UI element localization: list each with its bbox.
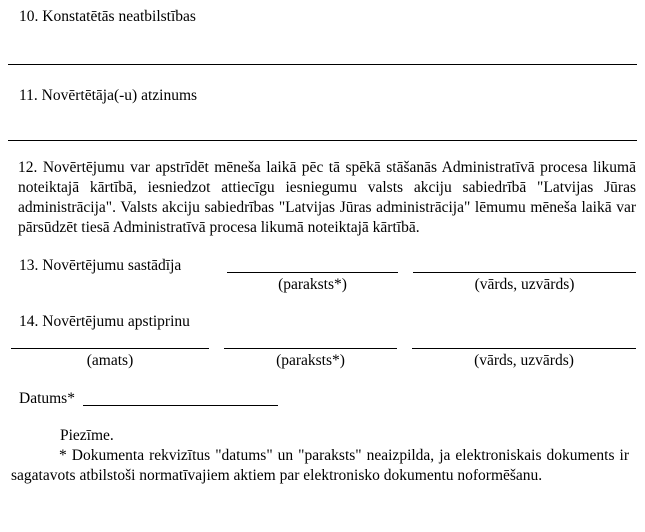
section-14-position-caption: (amats) bbox=[86, 352, 134, 369]
section-14-label: 14. Novērtējumu apstiprinu bbox=[19, 313, 190, 330]
section-13-signature-line bbox=[227, 272, 398, 273]
section-14-name-caption: (vārds, uzvārds) bbox=[474, 352, 574, 369]
section-11-line bbox=[8, 140, 637, 141]
section-14-name-line bbox=[412, 348, 636, 349]
section-14-signature-caption: (paraksts*) bbox=[276, 352, 345, 369]
note-title: Piezīme. bbox=[60, 427, 114, 444]
date-line bbox=[83, 405, 278, 406]
section-10-line bbox=[8, 64, 637, 65]
section-14-position-line bbox=[11, 348, 209, 349]
section-13-name-line bbox=[413, 272, 636, 273]
section-10-label: 10. Konstatētās neatbilstības bbox=[19, 8, 196, 25]
section-11-label: 11. Novērtētāja(-u) atzinums bbox=[19, 87, 198, 104]
section-12-paragraph: 12. Novērtējumu var apstrīdēt mēneša laikā pēc tā spēkā stāšanās Administratīvā procesa likumā noteiktajā kārtībā, iesniedzot attiecīgu iesniegumu valsts akciju sabiedrībā "Latvijas Jūras administrācija". Valsts akciju sabiedrības "Latvijas Jūras administrācija" lēmumu mēneša laikā var pārsūdzēt tiesā Administratīvā procesa likumā noteiktajā kārtībā. bbox=[18, 159, 636, 236]
section-13-name-caption: (vārds, uzvārds) bbox=[474, 276, 575, 293]
section-13-signature-caption: (paraksts*) bbox=[278, 276, 347, 293]
date-label: Datums* bbox=[19, 390, 75, 407]
section-14-signature-line bbox=[224, 348, 397, 349]
note-text: * Dokumenta rekvizītus "datums" un "paraksts" neaizpilda, ja elektroniskais dokuments ir sagatavots atbilstoši normatīvajiem aktiem par elektronisko dokumentu noformēšanu. bbox=[11, 447, 629, 484]
section-13-label: 13. Novērtējumu sastādīja bbox=[19, 257, 182, 274]
